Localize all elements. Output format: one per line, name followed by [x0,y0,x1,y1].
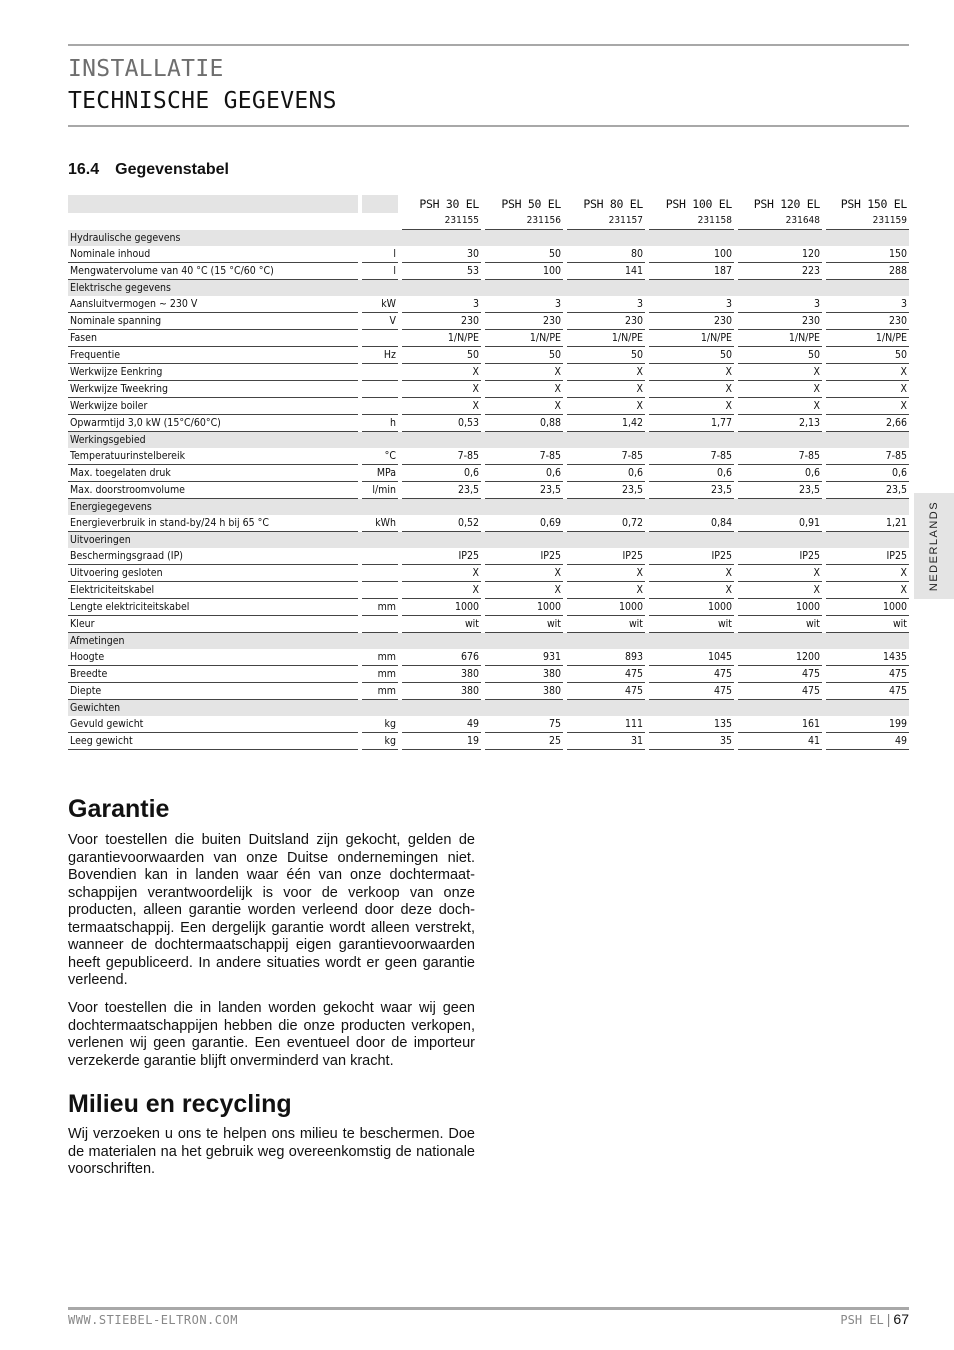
row-value: 2,13 [738,415,822,432]
table-row [68,398,909,415]
footer-rule [68,1307,909,1310]
footer-url: WWW.STIEBEL-ELTRON.COM [68,1313,238,1327]
section-heading [68,161,229,179]
row-unit: Hz [362,347,398,364]
row-value: IP25 [402,548,481,565]
row-label: Max. doorstroomvolume [68,482,358,499]
row-value: 80 [567,246,645,263]
table-group-row [68,280,909,296]
table-row [68,448,909,465]
row-value: X [826,364,909,381]
row-value: 230 [485,313,563,330]
row-value: 1000 [485,599,563,616]
article-label-cell [68,213,358,230]
row-value: 3 [485,296,563,313]
row-label: Kleur [68,616,358,633]
row-value: 1435 [826,649,909,666]
row-label: Hoogte [68,649,358,666]
row-label: Frequentie [68,347,358,364]
row-value: X [649,381,734,398]
row-value: 0,91 [738,515,822,532]
table-row [68,296,909,313]
row-value: 50 [402,347,481,364]
row-value: X [649,398,734,415]
row-value: 1,77 [649,415,734,432]
language-label: NEDERLANDS [928,500,940,592]
row-value: 0,84 [649,515,734,532]
row-label: Nominale spanning [68,313,358,330]
row-unit [362,616,398,633]
row-value: 53 [402,263,481,280]
table-group-row [68,633,909,649]
row-value: 7-85 [738,448,822,465]
header-bottom-rule [68,125,909,127]
row-value: 475 [567,666,645,683]
row-value: 49 [402,716,481,733]
row-label: Werkwijze Eenkring [68,364,358,381]
row-value: 7-85 [649,448,734,465]
row-value: 230 [738,313,822,330]
row-value: 187 [649,263,734,280]
row-value: 380 [485,666,563,683]
row-value: 1000 [567,599,645,616]
row-value: 100 [649,246,734,263]
row-value: 230 [567,313,645,330]
row-value: 1,21 [826,515,909,532]
row-value: X [485,398,563,415]
group-label: Energiegegevens [68,499,909,515]
row-value: 50 [738,347,822,364]
row-value: 111 [567,716,645,733]
row-value: 0,72 [567,515,645,532]
row-label: Werkwijze boiler [68,398,358,415]
row-value: 1/N/PE [485,330,563,347]
row-value: 3 [826,296,909,313]
model-header: PSH 50 EL [485,195,563,213]
row-value: wit [402,616,481,633]
row-label: Leeg gewicht [68,733,358,750]
row-value: 676 [402,649,481,666]
article-number: 231648 [738,213,822,230]
header-unit-cell [362,195,398,213]
row-value: 25 [485,733,563,750]
row-label: Gevuld gewicht [68,716,358,733]
row-value: wit [649,616,734,633]
row-unit [362,330,398,347]
header-chapter-title: INSTALLATIE [68,56,224,82]
row-value: 35 [649,733,734,750]
row-unit: mm [362,599,398,616]
row-value: 475 [738,683,822,700]
table-row [68,381,909,398]
row-value: 23,5 [485,482,563,499]
row-value: 230 [826,313,909,330]
row-value: X [738,582,822,599]
model-header: PSH 100 EL [649,195,734,213]
row-value: 7-85 [826,448,909,465]
row-value: 75 [485,716,563,733]
header-label-cell [68,195,358,213]
row-label: Mengwatervolume van 40 °C (15 °C/60 °C) [68,263,358,280]
table-row [68,548,909,565]
article-number: 231158 [649,213,734,230]
row-value: 475 [567,683,645,700]
row-value: 3 [649,296,734,313]
table-row [68,364,909,381]
row-label: Lengte elektriciteitskabel [68,599,358,616]
row-value: 3 [567,296,645,313]
milieu-paragraph: Wij verzoeken u ons te helpen ons milieu te beschermen. Doe de materialen na het gebruik weg overeenkomstig de nationale voorschriften. [68,1126,475,1177]
row-value: 23,5 [567,482,645,499]
footer-separator: | [886,1311,891,1327]
article-number: 231159 [826,213,909,230]
row-value: X [402,381,481,398]
article-number: 231155 [402,213,481,230]
row-value: 1200 [738,649,822,666]
table-row [68,599,909,616]
row-value: 41 [738,733,822,750]
row-value: 3 [402,296,481,313]
row-unit: kg [362,716,398,733]
table-row [68,666,909,683]
header-top-rule [68,44,909,46]
row-unit: l [362,246,398,263]
row-unit [362,565,398,582]
row-value: 161 [738,716,822,733]
row-label: Temperatuurinstelbereik [68,448,358,465]
row-value: 7-85 [402,448,481,465]
row-value: 19 [402,733,481,750]
row-value: 50 [649,347,734,364]
group-label: Afmetingen [68,633,909,649]
row-value: 141 [567,263,645,280]
article-unit-cell [362,213,398,230]
row-value: IP25 [485,548,563,565]
row-value: 1/N/PE [567,330,645,347]
section-number: 16.4 [68,161,100,178]
group-label: Uitvoeringen [68,532,909,548]
row-value: X [826,582,909,599]
row-label: Werkwijze Tweekring [68,381,358,398]
row-value: X [485,381,563,398]
row-value: 31 [567,733,645,750]
row-value: 1/N/PE [649,330,734,347]
header-section-title: TECHNISCHE GEGEVENS [68,88,337,114]
row-value: 120 [738,246,822,263]
row-label: Diepte [68,683,358,700]
row-label: Max. toegelaten druk [68,465,358,482]
row-value: 150 [826,246,909,263]
data-table [68,195,909,750]
table-row [68,582,909,599]
row-value: wit [567,616,645,633]
row-value: 380 [485,683,563,700]
footer-page-info [840,1311,909,1327]
milieu-heading: Milieu en recycling [68,1090,292,1118]
table-group-row [68,432,909,448]
section-title: Gegevenstabel [115,161,229,178]
row-label: Fasen [68,330,358,347]
row-unit: mm [362,666,398,683]
row-value: 0,88 [485,415,563,432]
row-value: 50 [485,347,563,364]
table-row [68,716,909,733]
row-unit: V [362,313,398,330]
row-unit [362,364,398,381]
row-value: 0,6 [567,465,645,482]
row-value: 23,5 [402,482,481,499]
row-value: 135 [649,716,734,733]
row-unit: °C [362,448,398,465]
row-value: IP25 [738,548,822,565]
row-value: 23,5 [649,482,734,499]
garantie-heading: Garantie [68,795,170,823]
row-value: 50 [567,347,645,364]
article-number-row [68,213,909,230]
row-value: 0,6 [649,465,734,482]
row-value: 3 [738,296,822,313]
row-value: IP25 [649,548,734,565]
row-value: X [567,565,645,582]
row-value: 7-85 [485,448,563,465]
row-value: X [567,398,645,415]
table-row [68,616,909,633]
row-value: X [402,565,481,582]
row-value: X [485,565,563,582]
row-label: Elektriciteitskabel [68,582,358,599]
row-value: 1000 [402,599,481,616]
table-row [68,246,909,263]
table-group-row [68,532,909,548]
table-group-row [68,499,909,515]
table-row [68,465,909,482]
row-value: X [567,582,645,599]
table-group-row [68,700,909,716]
language-side-tab [914,493,954,599]
row-value: 1000 [826,599,909,616]
table-row [68,482,909,499]
row-value: X [402,398,481,415]
row-value: 0,52 [402,515,481,532]
row-label: Opwarmtijd 3,0 kW (15°C/60°C) [68,415,358,432]
page-number: 67 [893,1311,909,1327]
row-value: 1000 [738,599,822,616]
row-value: 50 [485,246,563,263]
table-header-row [68,195,909,213]
garantie-paragraph-1: Voor toestellen die buiten Duitsland zijn gekocht, gelden de garantievoorwaarden van onze Duitse ondernemingen niet. Bovendien kan in landen waar één van onze dochtermaatschappijen verantwoordelijk is voor de verkoop van onze producten, alleen garantie worden verleend door deze dochtermaatschappij. Een dergelijk garantie wordt alleen verstrekt, wanneer de dochtermaatschappij eigen garantievoorwaarden heeft gepubliceerd. In andere situaties wordt er geen garantie verleend. [68,832,475,988]
model-header: PSH 150 EL [826,195,909,213]
row-value: 0,6 [738,465,822,482]
row-value: 288 [826,263,909,280]
row-value: 50 [826,347,909,364]
row-label: Energieverbruik in stand-by/24 h bij 65 °C [68,515,358,532]
row-value: 230 [649,313,734,330]
row-value: IP25 [826,548,909,565]
row-value: wit [826,616,909,633]
table-row [68,347,909,364]
row-value: 1/N/PE [826,330,909,347]
row-value: 475 [649,683,734,700]
row-value: wit [738,616,822,633]
group-label: Werkingsgebied [68,432,909,448]
row-label: Uitvoering gesloten [68,565,358,582]
row-value: 893 [567,649,645,666]
row-value: 223 [738,263,822,280]
garantie-paragraph-2: Voor toestellen die in landen worden gekocht waar wij geen dochtermaatschappijen hebben die onze producten verkopen, verlenen wij geen garantie. Een eventueel door de importeur verzekerde garantie blijft onverminderd van kracht. [68,1000,475,1069]
row-value: X [738,398,822,415]
row-unit [362,548,398,565]
row-value: X [649,565,734,582]
model-header: PSH 120 EL [738,195,822,213]
row-unit: l/min [362,482,398,499]
table-row [68,565,909,582]
row-value: 7-85 [567,448,645,465]
row-value: X [649,582,734,599]
row-value: 1,42 [567,415,645,432]
group-label: Gewichten [68,700,909,716]
row-value: 30 [402,246,481,263]
row-unit: kWh [362,515,398,532]
row-value: 100 [485,263,563,280]
row-label: Aansluitvermogen ~ 230 V [68,296,358,313]
table-row [68,330,909,347]
row-label: Beschermingsgraad (IP) [68,548,358,565]
row-value: 1045 [649,649,734,666]
row-value: X [402,364,481,381]
row-unit: kg [362,733,398,750]
row-label: Nominale inhoud [68,246,358,263]
row-unit: h [362,415,398,432]
row-value: 1000 [649,599,734,616]
row-unit: mm [362,649,398,666]
article-number: 231157 [567,213,645,230]
row-value: 230 [402,313,481,330]
row-value: X [567,364,645,381]
row-value: 475 [649,666,734,683]
row-label: Breedte [68,666,358,683]
row-value: X [826,565,909,582]
row-unit: MPa [362,465,398,482]
row-unit: mm [362,683,398,700]
row-value: 0,69 [485,515,563,532]
model-header: PSH 80 EL [567,195,645,213]
row-value: 931 [485,649,563,666]
row-value: 23,5 [738,482,822,499]
row-value: 475 [826,683,909,700]
row-value: X [826,381,909,398]
row-value: 475 [738,666,822,683]
row-value: X [738,565,822,582]
article-number: 231156 [485,213,563,230]
row-unit [362,398,398,415]
row-value: IP25 [567,548,645,565]
group-label: Hydraulische gegevens [68,230,909,246]
row-value: 0,6 [485,465,563,482]
table-row [68,515,909,532]
table-row [68,415,909,432]
table-row [68,313,909,330]
row-value: X [567,381,645,398]
row-value: 49 [826,733,909,750]
row-value: 0,6 [826,465,909,482]
row-value: 0,53 [402,415,481,432]
row-value: X [402,582,481,599]
row-value: wit [485,616,563,633]
model-header: PSH 30 EL [402,195,481,213]
table-row [68,683,909,700]
table-row [68,649,909,666]
table-group-row [68,230,909,246]
row-value: 23,5 [826,482,909,499]
row-unit [362,381,398,398]
table-row [68,733,909,750]
row-value: 2,66 [826,415,909,432]
row-value: 199 [826,716,909,733]
row-value: X [485,582,563,599]
row-unit: kW [362,296,398,313]
row-unit [362,582,398,599]
row-value: X [738,381,822,398]
row-value: 1/N/PE [738,330,822,347]
row-value: 380 [402,666,481,683]
row-value: X [649,364,734,381]
row-value: 475 [826,666,909,683]
footer-model: PSH EL [840,1313,884,1327]
row-value: 380 [402,683,481,700]
row-value: 1/N/PE [402,330,481,347]
row-unit: l [362,263,398,280]
row-value: 0,6 [402,465,481,482]
row-value: X [826,398,909,415]
row-value: X [738,364,822,381]
row-value: X [485,364,563,381]
table-row [68,263,909,280]
group-label: Elektrische gegevens [68,280,909,296]
